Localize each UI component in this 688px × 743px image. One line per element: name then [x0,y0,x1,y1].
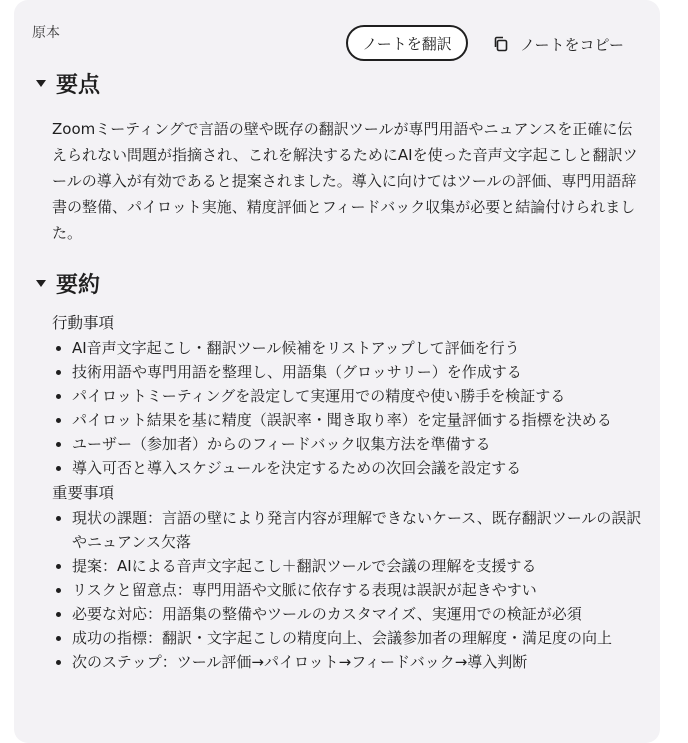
list-item: • 現状の課題：言語の壁により発言内容が理解できないケース、既存翻訳ツールの誤訳やニュアンス欠落 [72,506,642,554]
note-content [32,66,642,674]
list-item: • 必要な対応：用語集の整備やツールのカスタマイズ、実運用での検証が必須 [72,602,642,626]
list-item: • AI音声文字起こし・翻訳ツール候補をリストアップして評価を行う [72,336,642,360]
caret-down-icon [36,80,46,87]
section-title: 要約 [56,272,101,298]
list-item: • 技術用語や専門用語を整理し、用語集（グロッサリー）を作成する [72,360,642,384]
list-item: • ユーザー（参加者）からのフィードバック収集方法を準備する [72,432,642,456]
list-item: • リスクと留意点：専門用語や文脈に依存する表現は誤訳が起きやすい [72,578,642,602]
section-toggle-summary[interactable] [32,266,642,300]
group-heading-action-items: 行動事項 [52,314,115,332]
action-items-list [52,336,642,480]
copy-icon [492,35,510,53]
important-items-list [52,506,642,674]
note-card [14,0,660,743]
caret-down-icon [36,280,46,287]
source-label: 原本 [32,25,60,41]
list-item: • パイロットミーティングを設定して実運用での精度や使い勝手を検証する [72,384,642,408]
translate-note-button[interactable]: ノートを翻訳 [346,25,468,61]
list-item: • 提案：AIによる音声文字起こし＋翻訳ツールで会議の理解を支援する [72,554,642,578]
list-item: • パイロット結果を基に精度（誤訳率・聞き取り率）を定量評価する指標を決める [72,408,642,432]
key-points-paragraph: Zoomミーティングで言語の壁や既存の翻訳ツールが専門用語やニュアンスを正確に伝えられない問題が指摘され、これを解決するためにAIを使った音声文字起こしと翻訳ツールの導入が有効であると提案されました。導入に向けてはツールの評価、専門用語辞書の整備、パイロット実施、精度評価とフィードバック収集が必要と結論付けられました。 [52,120,638,242]
list-item: • 成功の指標：翻訳・文字起こしの精度向上、会議参加者の理解度・満足度の向上 [72,626,642,650]
list-item: • 導入可否と導入スケジュールを決定するための次回会議を設定する [72,456,642,480]
section-title: 要点 [56,72,101,98]
list-item: • 次のステップ：ツール評価→パイロット→フィードバック→導入判断 [72,650,642,674]
copy-note-label: ノートをコピー [520,35,624,54]
copy-note-button[interactable] [492,30,624,58]
section-toggle-key-points[interactable] [32,66,642,100]
group-heading-important-items: 重要事項 [52,484,115,502]
